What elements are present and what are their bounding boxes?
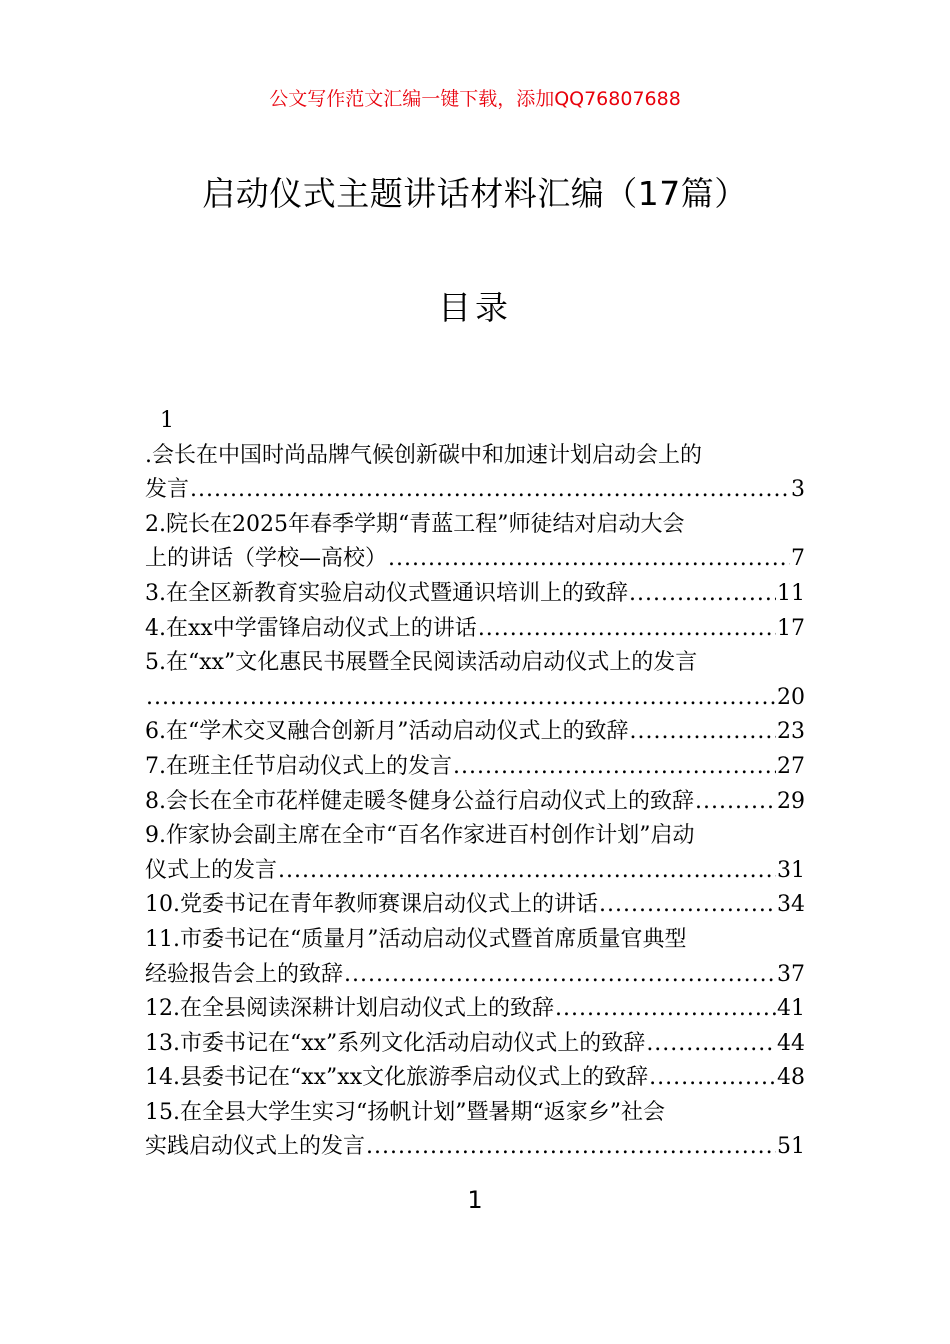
toc-entry-text: 3.在全区新教育实验启动仪式暨通识培训上的致辞 <box>145 580 628 606</box>
toc-entry-text: 4.在xx中学雷锋启动仪式上的讲话 <box>145 615 477 641</box>
toc-page-number: 7 <box>791 546 805 572</box>
toc-page-number: 37 <box>777 961 805 987</box>
toc-entry-text: 10.党委书记在青年教师赛课启动仪式上的讲话 <box>145 892 598 918</box>
toc-entry-line <box>145 577 805 612</box>
toc-entry-line <box>145 1130 805 1165</box>
toc-entry-text: 5.在“xx”文化惠民书展暨全民阅读活动启动仪式上的发言 <box>145 650 698 676</box>
toc-entry[interactable] <box>145 1061 805 1096</box>
toc-entry-text: 13.市委书记在“xx”系列文化活动启动仪式上的致辞 <box>145 1030 646 1056</box>
toc-leader-dots <box>630 715 777 750</box>
toc-entry-line <box>145 681 805 716</box>
toc-entry[interactable] <box>145 923 805 992</box>
toc-entry-text: 12.在全县阅读深耕计划启动仪式上的致辞 <box>145 996 554 1022</box>
toc-leader-dots <box>146 681 776 716</box>
toc-leader-dots <box>555 992 776 1027</box>
toc-page-number: 44 <box>777 1030 805 1056</box>
toc-leader-dots <box>649 1061 776 1096</box>
toc-page-number: 17 <box>777 615 805 641</box>
toc-page-number: 48 <box>777 1065 805 1091</box>
toc-entry-line <box>145 854 805 889</box>
toc-leader-dots <box>599 888 776 923</box>
toc-entry[interactable] <box>145 715 805 750</box>
toc-entries <box>145 439 805 1165</box>
toc-leader-dots <box>366 1130 776 1165</box>
toc-entry-line <box>145 750 805 785</box>
table-of-contents <box>145 404 805 1165</box>
toc-entry[interactable] <box>145 508 805 577</box>
toc-leader-dots <box>344 958 776 993</box>
toc-entry-line <box>145 1027 805 1062</box>
toc-entry[interactable] <box>145 612 805 647</box>
toc-lead-number: 1 <box>160 408 174 433</box>
toc-entry-line <box>145 785 805 820</box>
toc-entry-text: 6.在“学术交叉融合创新月”活动启动仪式上的致辞 <box>145 719 629 745</box>
toc-entry-line <box>145 992 805 1027</box>
toc-page-number: 31 <box>777 857 805 883</box>
toc-page-number: 51 <box>777 1134 805 1160</box>
toc-entry-line <box>145 715 805 750</box>
toc-page-number: 23 <box>777 719 805 745</box>
toc-entry-line <box>145 473 805 508</box>
toc-leader-dots <box>453 750 776 785</box>
toc-page-number: 41 <box>777 996 805 1022</box>
toc-entry-line <box>145 958 805 993</box>
toc-entry-text: 2.院长在2025年春季学期“青蓝工程”师徒结对启动大会 <box>145 511 685 537</box>
toc-leader-dots <box>629 577 776 612</box>
toc-entry[interactable] <box>145 888 805 923</box>
toc-entry-text: 经验报告会上的致辞 <box>145 961 344 987</box>
toc-entry-text: 7.在班主任节启动仪式上的发言 <box>145 753 452 779</box>
toc-entry-text: 11.市委书记在“质量月”活动启动仪式暨首席质量官典型 <box>145 926 687 952</box>
document-title: 启动仪式主题讲话材料汇编（17篇） <box>202 174 748 213</box>
toc-entry[interactable] <box>145 819 805 888</box>
toc-page-number: 3 <box>791 477 805 503</box>
toc-entry-line <box>145 542 805 577</box>
toc-entry[interactable] <box>145 439 805 508</box>
toc-heading: 目录 <box>438 288 512 327</box>
toc-page-number: 20 <box>777 684 805 710</box>
toc-leader-dots <box>388 542 790 577</box>
toc-entry-text: 发言 <box>145 477 190 503</box>
toc-page-number: 27 <box>777 753 805 779</box>
toc-leader-dots <box>695 785 776 820</box>
toc-entry-line <box>145 612 805 647</box>
toc-leader-dots <box>278 854 776 889</box>
toc-entry-line <box>145 1061 805 1096</box>
toc-entry[interactable] <box>145 785 805 820</box>
toc-page-number: 29 <box>777 788 805 814</box>
toc-leader-dots <box>478 612 776 647</box>
toc-entry[interactable] <box>145 1027 805 1062</box>
toc-entry[interactable] <box>145 992 805 1027</box>
toc-entry-line <box>145 888 805 923</box>
page-number: 1 <box>467 1186 483 1214</box>
toc-entry-text: 9.作家协会副主席在全市“百名作家进百村创作计划”启动 <box>145 823 695 849</box>
toc-entry[interactable] <box>145 1096 805 1165</box>
toc-entry[interactable] <box>145 750 805 785</box>
toc-entry-text: 8.会长在全市花样健走暖冬健身公益行启动仪式上的致辞 <box>145 788 694 814</box>
toc-entry-text: 实践启动仪式上的发言 <box>145 1134 366 1160</box>
toc-entry-text: 14.县委书记在“xx”xx文化旅游季启动仪式上的致辞 <box>145 1065 649 1091</box>
download-banner[interactable]: 公文写作范文汇编一键下载，添加QQ76807688 <box>269 88 681 110</box>
toc-entry[interactable] <box>145 646 805 715</box>
toc-page-number: 34 <box>777 892 805 918</box>
toc-leader-dots <box>646 1027 776 1062</box>
toc-entry-text: .会长在中国时尚品牌气候创新碳中和加速计划启动会上的 <box>145 442 702 468</box>
toc-entry[interactable] <box>145 577 805 612</box>
toc-leader-dots <box>190 473 790 508</box>
toc-entry-text: 仪式上的发言 <box>145 857 278 883</box>
toc-page-number: 11 <box>777 580 805 606</box>
toc-entry-text: 15.在全县大学生实习“扬帆计划”暨暑期“返家乡”社会 <box>145 1099 665 1125</box>
toc-entry-text: 上的讲话（学校—高校） <box>145 546 388 572</box>
